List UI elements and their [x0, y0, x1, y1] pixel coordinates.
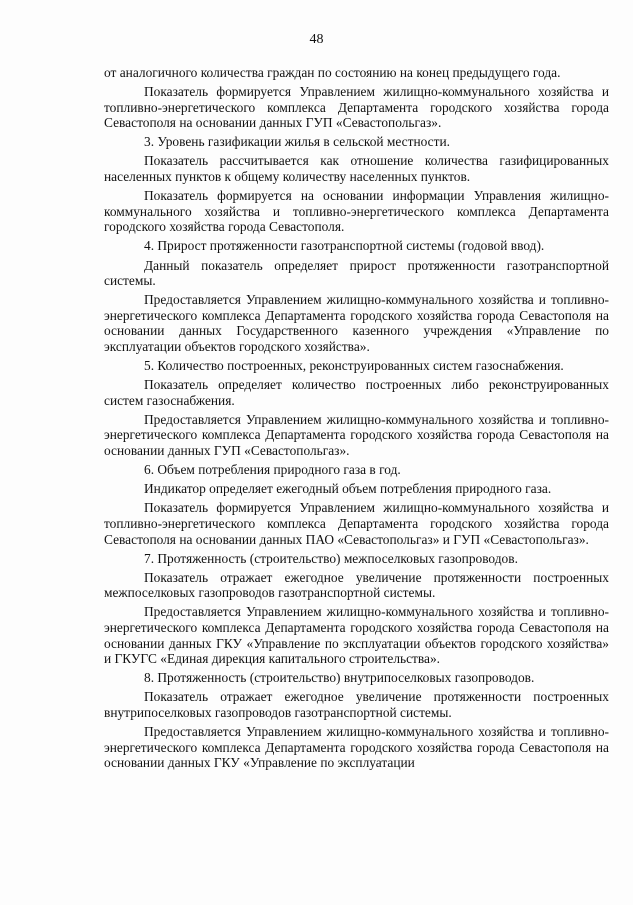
paragraph: Показатель определяет количество построенных либо реконструированных систем газоснабжения.: [104, 377, 609, 408]
paragraph: Предоставляется Управлением жилищно-коммунального хозяйства и топливно-энергетического комплекса Департамента городского хозяйства города Севастополя на основании данных ГКУ «Управление по эксплуатации объектов городского хозяйства» и ГКУГС «Единая дирекция капитального строительства».: [104, 604, 609, 667]
section-heading: 8. Протяженность (строительство) внутрипоселковых газопроводов.: [144, 670, 535, 686]
paragraph: Предоставляется Управлением жилищно-коммунального хозяйства и топливно-энергетического комплекса Департамента городского хозяйства города Севастополя на основании данных Государственного казенного учреждения «Управление по эксплуатации объектов городского хозяйства».: [104, 292, 609, 354]
section-heading: 5. Количество построенных, реконструированных систем газоснабжения.: [144, 358, 564, 374]
paragraph: Показатель формируется Управлением жилищно-коммунального хозяйства и топливно-энергетического комплекса Департамента городского хозяйства города Севастополя на основании данных ГУП «Севастопольгаз».: [104, 84, 609, 131]
paragraph: Предоставляется Управлением жилищно-коммунального хозяйства и топливно-энергетического комплекса Департамента городского хозяйства города Севастополя на основании данных ГКУ «Управление по эксплуатации: [104, 724, 609, 771]
document-body: [104, 65, 609, 774]
paragraph: Показатель отражает ежегодное увеличение протяженности построенных внутрипоселковых газопроводов газотранспортной системы.: [104, 689, 609, 720]
paragraph: Данный показатель определяет прирост протяженности газотранспортной системы.: [104, 257, 609, 289]
section-heading: 4. Прирост протяженности газотранспортной системы (годовой ввод).: [144, 238, 545, 254]
paragraph: Показатель рассчитывается как отношение количества газифицированных населенных пунктов к общему количеству населенных пунктов.: [104, 153, 609, 185]
paragraph: Индикатор определяет ежегодный объем потребления природного газа.: [144, 481, 552, 497]
paragraph: Показатель формируется Управлением жилищно-коммунального хозяйства и топливно-энергетического комплекса Департамента городского хозяйства города Севастополя на основании данных ПАО «Севастопольгаз» и ГУП «Севастопольгаз».: [104, 500, 609, 547]
paragraph: от аналогичного количества граждан по состоянию на конец предыдущего года.: [104, 65, 561, 80]
section-heading: 7. Протяженность (строительство) межпоселковых газопроводов.: [144, 550, 518, 566]
section-heading: 6. Объем потребления природного газа в год.: [144, 462, 401, 478]
page-number: 48: [309, 32, 324, 47]
section-heading: 3. Уровень газификации жилья в сельской местности.: [144, 134, 450, 150]
paragraph: Показатель формируется на основании информации Управления жилищно-коммунального хозяйства и топливно-энергетического комплекса Департамента городского хозяйства города Севастополя.: [104, 188, 609, 235]
paragraph: Показатель отражает ежегодное увеличение протяженности построенных межпоселковых газопроводов газотранспортной системы.: [104, 569, 609, 601]
paragraph: Предоставляется Управлением жилищно-коммунального хозяйства и топливно-энергетического комплекса Департамента городского хозяйства города Севастополя на основании данных ГУП «Севастопольгаз».: [104, 411, 609, 459]
